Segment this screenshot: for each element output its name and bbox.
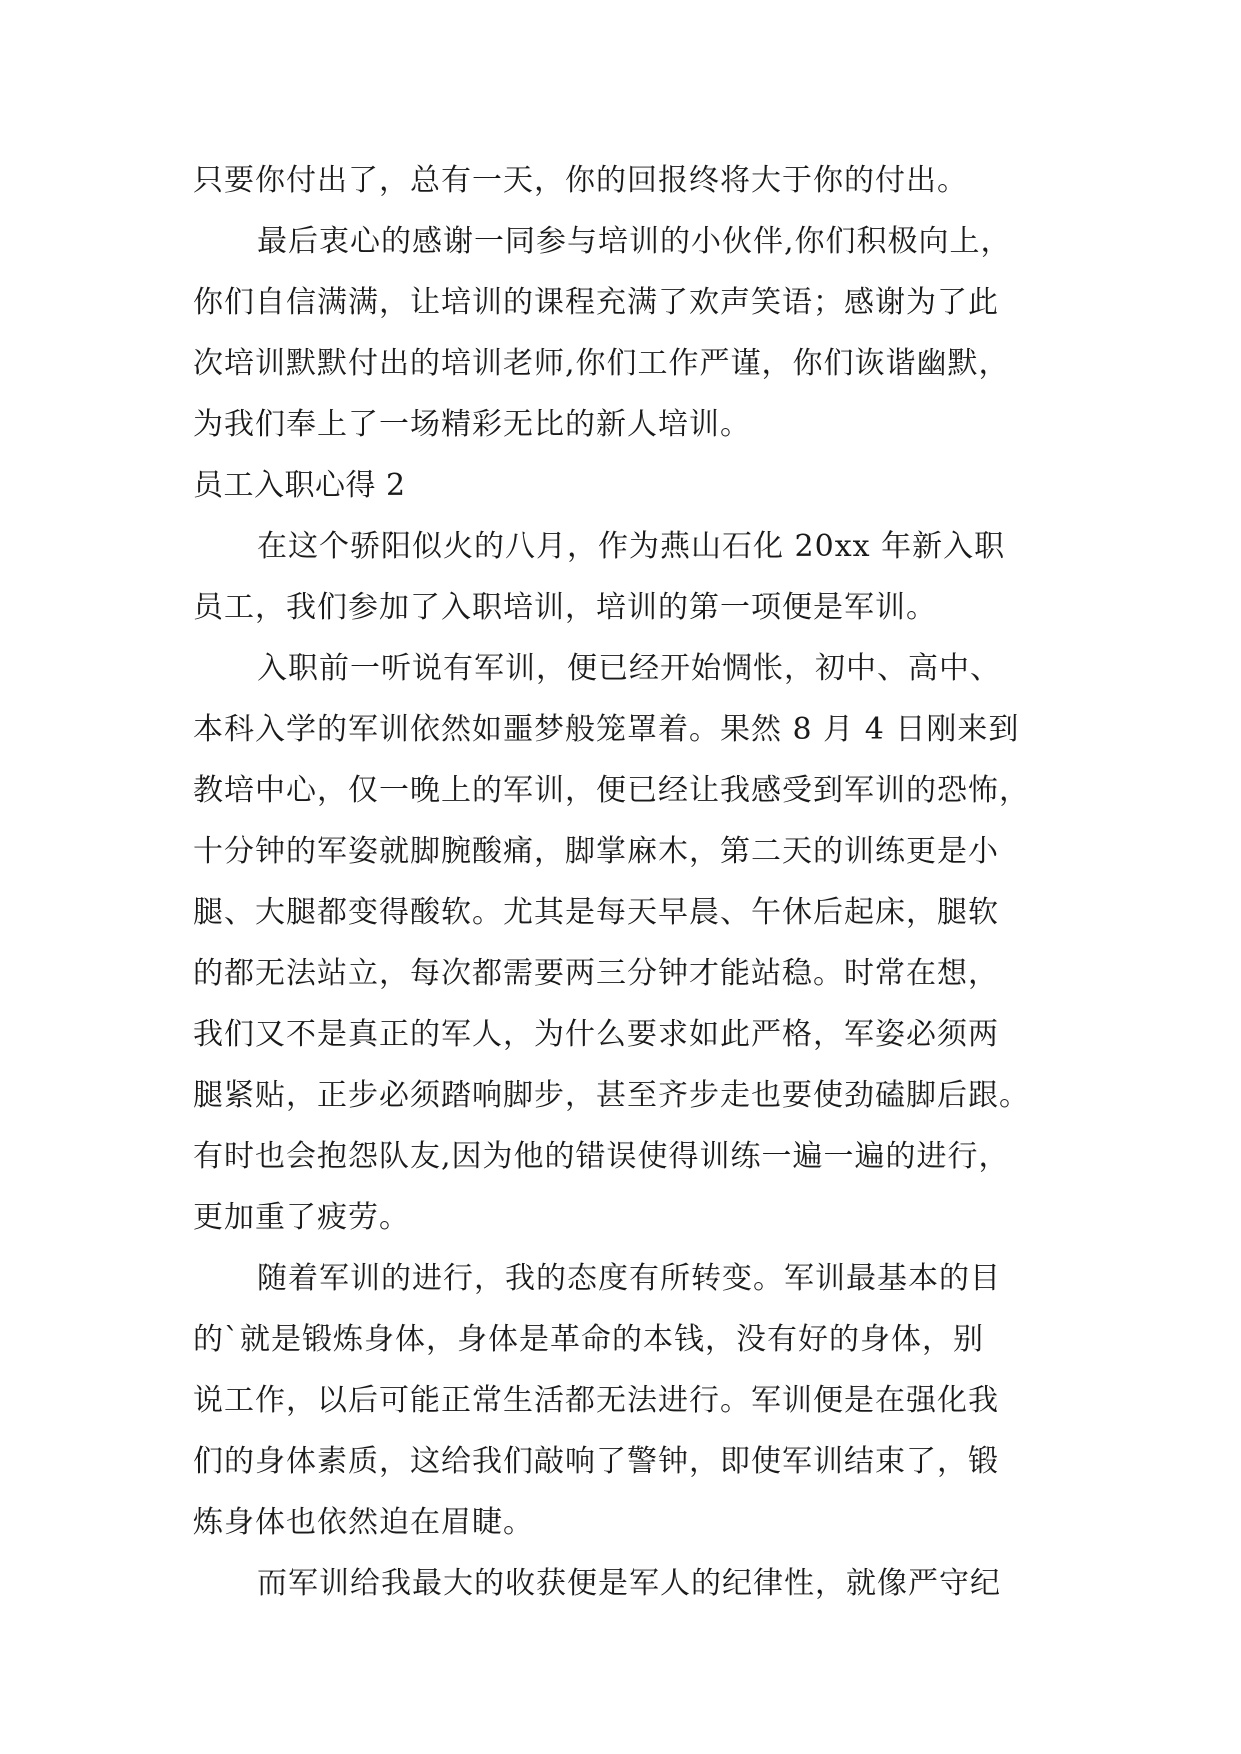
text-line: 们的身体素质，这给我们敲响了警钟，即使军训结束了，锻 — [193, 1444, 999, 1479]
paragraph-start-line: 随着军训的进行，我的态度有所转变。军训最基本的目 — [257, 1261, 1001, 1296]
text-line: 腿紧贴，正步必须踏响脚步，甚至齐步走也要使劲磕脚后跟。 — [193, 1078, 1030, 1113]
text-line: 本科入学的军训依然如噩梦般笼罩着。果然 8 月 4 日刚来到 — [193, 712, 1020, 747]
text-line: 为我们奉上了一场精彩无比的新人培训。 — [193, 407, 751, 442]
section-heading: 员工入职心得 2 — [193, 468, 406, 503]
text-line: 的`就是锻炼身体，身体是革命的本钱，没有好的身体，别 — [193, 1322, 984, 1357]
text-line: 有时也会抱怨队友,因为他的错误使得训练一遍一遍的进行， — [193, 1139, 1010, 1174]
text-line: 我们又不是真正的军人，为什么要求如此严格，军姿必须两 — [193, 1017, 999, 1052]
text-line: 你们自信满满，让培训的课程充满了欢声笑语；感谢为了此 — [193, 285, 999, 320]
text-line: 更加重了疲劳。 — [193, 1200, 410, 1235]
paragraph-start-line: 入职前一听说有军训，便已经开始惆怅，初中、高中、 — [257, 651, 1001, 686]
text-line: 的都无法站立，每次都需要两三分钟才能站稳。时常在想， — [193, 956, 999, 991]
text-line: 教培中心，仅一晚上的军训，便已经让我感受到军训的恐怖， — [193, 773, 1030, 808]
text-line: 腿、大腿都变得酸软。尤其是每天早晨、午休后起床，腿软 — [193, 895, 999, 930]
paragraph-start-line: 而军训给我最大的收获便是军人的纪律性，就像严守纪 — [257, 1566, 1001, 1601]
text-line: 十分钟的军姿就脚腕酸痛，脚掌麻木，第二天的训练更是小 — [193, 834, 999, 869]
document-body — [193, 150, 1063, 1614]
text-line: 员工，我们参加了入职培训，培训的第一项便是军训。 — [193, 590, 937, 625]
text-line: 只要你付出了，总有一天，你的回报终将大于你的付出。 — [193, 163, 968, 198]
text-line: 炼身体也依然迫在眉睫。 — [193, 1505, 534, 1540]
text-line: 次培训默默付出的培训老师,你们工作严谨，你们诙谐幽默， — [193, 346, 1010, 381]
paragraph-start-line: 在这个骄阳似火的八月，作为燕山石化 20xx 年新入职 — [257, 529, 1006, 564]
paragraph-start-line: 最后衷心的感谢一同参与培训的小伙伴,你们积极向上， — [257, 224, 1012, 259]
text-line: 说工作，以后可能正常生活都无法进行。军训便是在强化我 — [193, 1383, 999, 1418]
